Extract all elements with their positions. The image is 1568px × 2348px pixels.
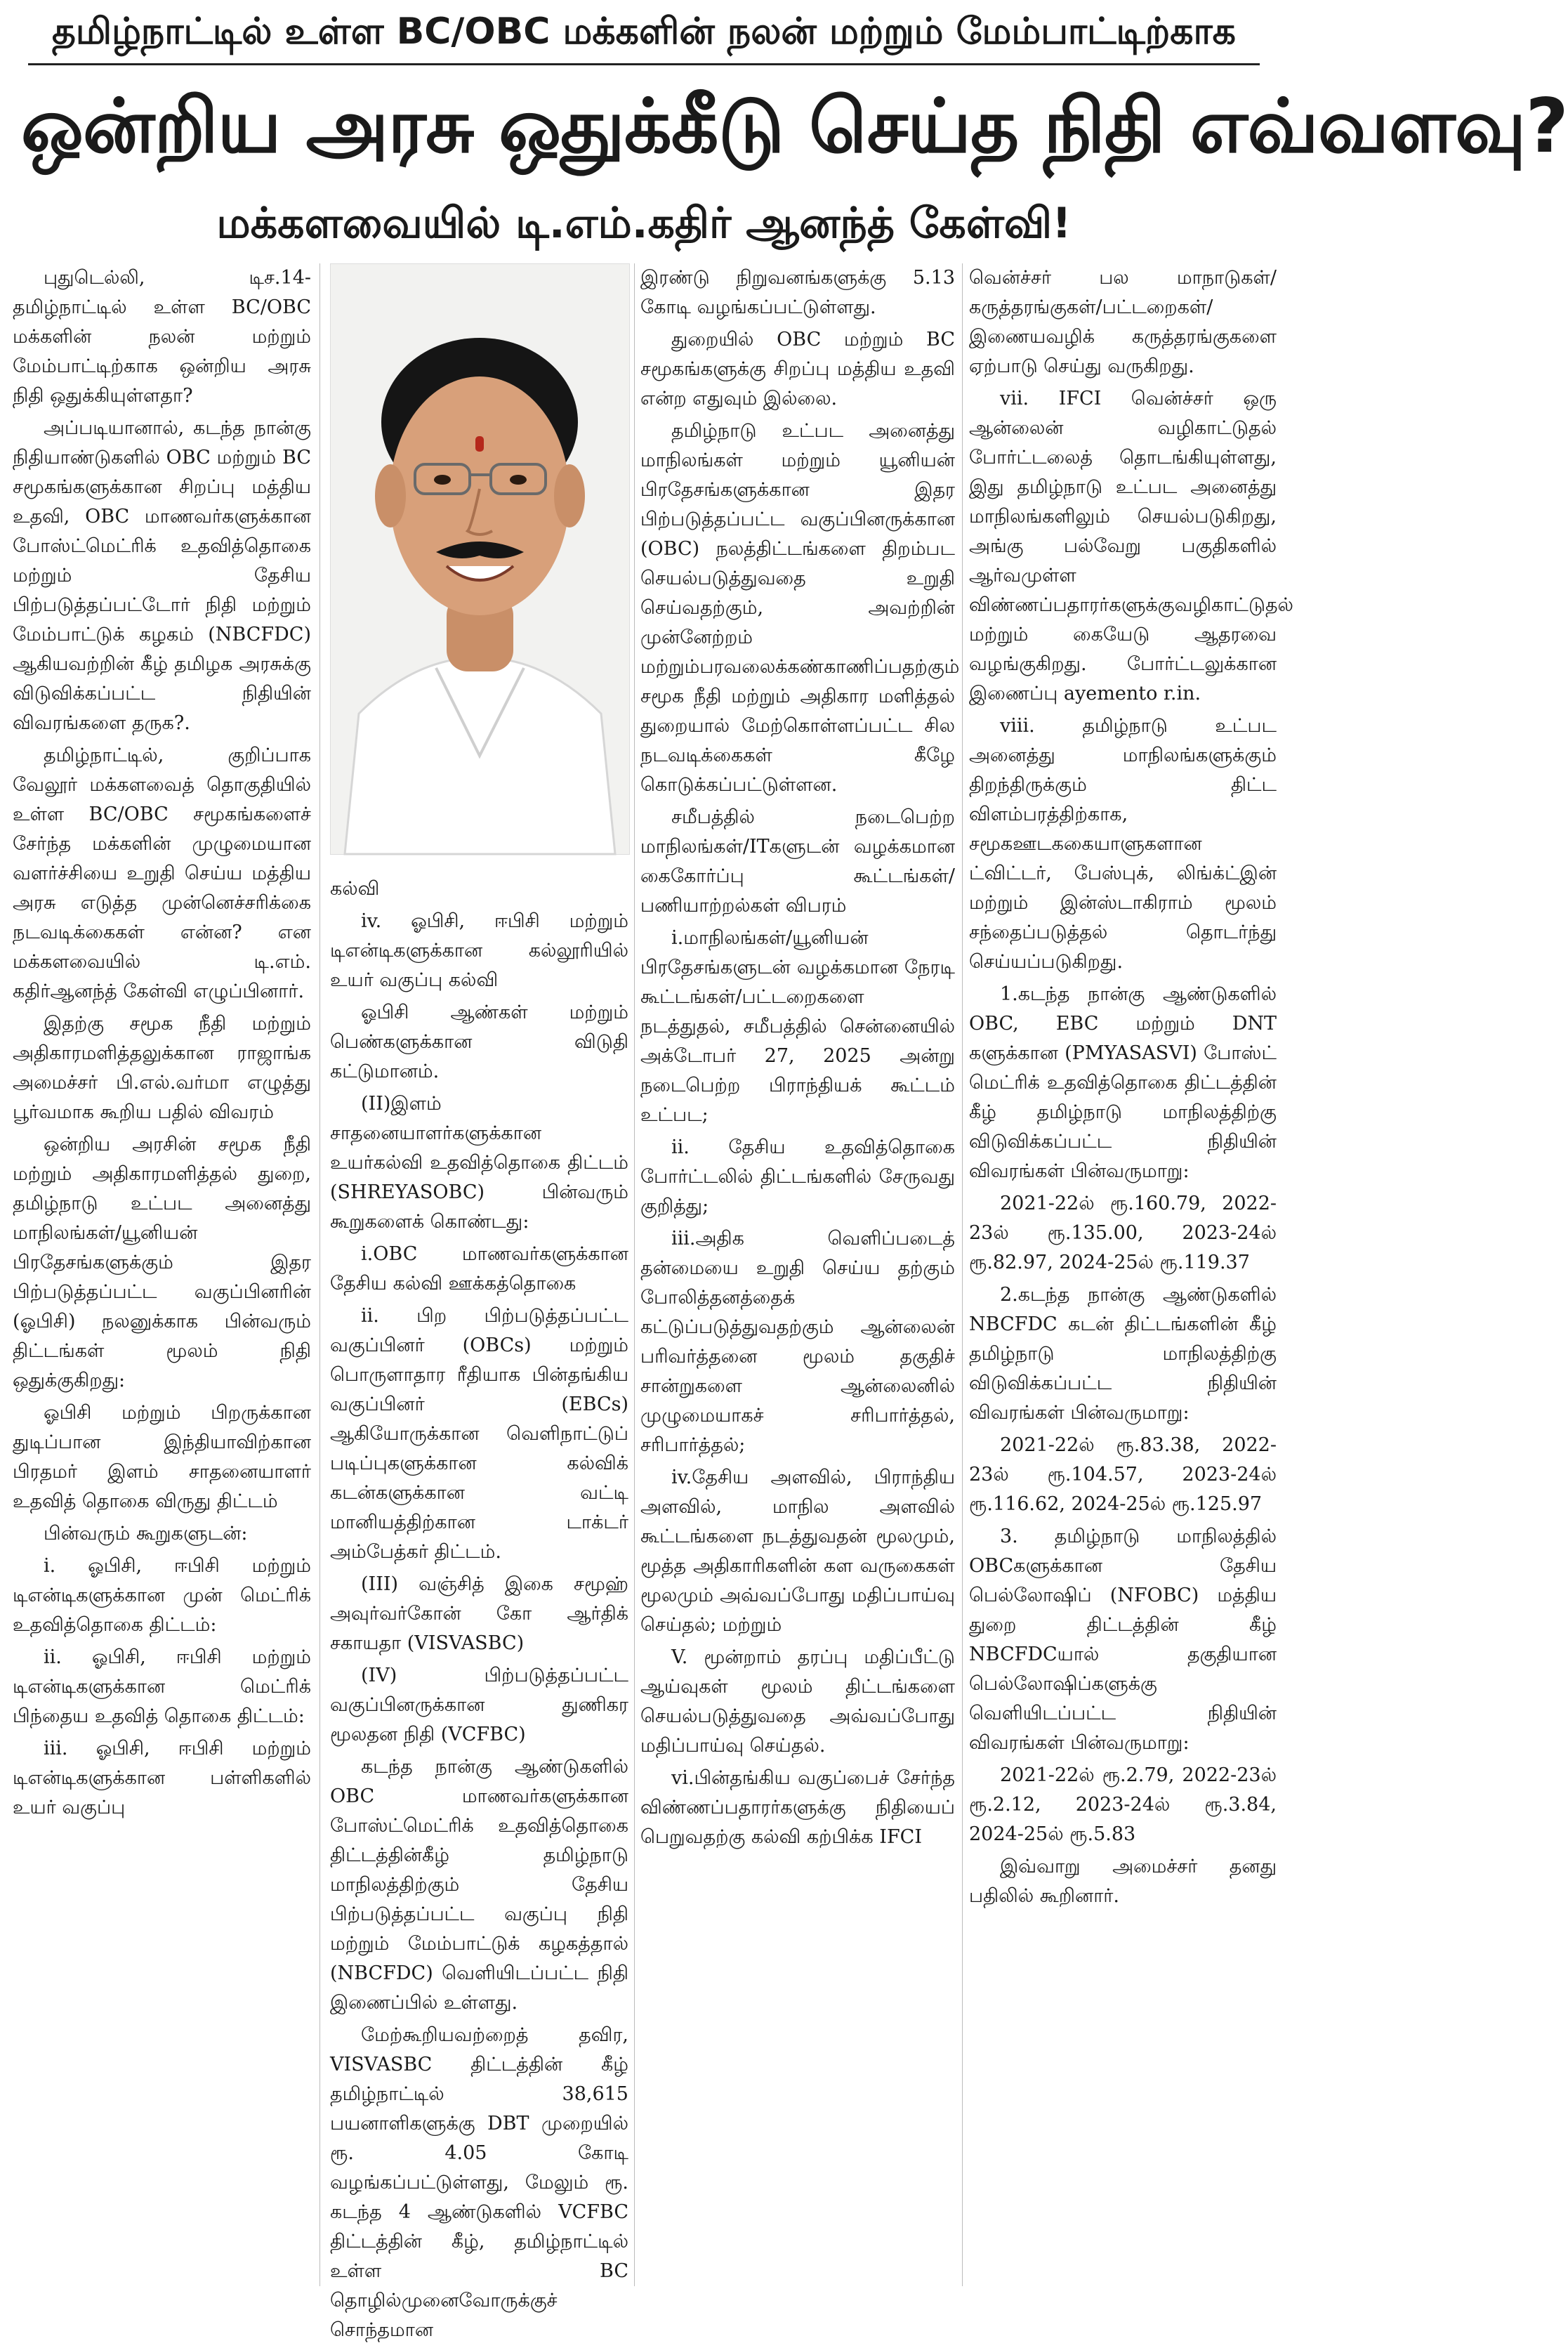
paragraph: iv.தேசிய அளவில், பிராந்திய அளவில், மாநில அளவில் கூட்டங்களை நடத்துவதன் மூலமும், மூத்த அதிகாரிகளின் கள வருகைகள் மூலமும் அவ்வப்போது மதிப்பாய்வு செய்தல்; மற்றும் [640,1467,955,1636]
column-2 [330,263,628,2341]
paragraph: 2.கடந்த நான்கு ஆண்டுகளில் NBCFDC கடன் திட்டங்களின் கீழ் தமிழ்நாடு மாநிலத்திற்கு விடுவிக்கப்பட்ட நிதியின் விவரங்கள் பின்வருமாறு: [969,1284,1277,1424]
paragraph: வென்ச்சர் பல மாநாடுகள்/கருத்தரங்குகள்/பட்டறைகள்/இணையவழிக் கருத்தரங்குகளை ஏற்பாடு செய்து வருகிறது. [969,267,1277,377]
paragraph: 1.கடந்த நான்கு ஆண்டுகளில் OBC, EBC மற்றும் DNT களுக்கான (PMYASASVI) போஸ்ட் மெட்ரிக் உதவித்தொகை திட்டத்தின் கீழ் தமிழ்நாடு மாநிலத்திற்கு விடுவிக்கப்பட்ட நிதியின் விவரங்கள் பின்வருமாறு: [969,983,1277,1182]
paragraph: vii. IFCI வென்ச்சர் ஒரு ஆன்லைன் வழிகாட்டுதல் போர்ட்டலைத் தொடங்கியுள்ளது, இது தமிழ்நாடு உட்பட அனைத்து மாநிலங்களிலும் செயல்படுகிறது, அங்கு பல்வேறு பகுதிகளில் ஆர்வமுள்ள விண்ணப்பதாரர்களுக்குவழிகாட்டுதல் மற்றும் கையேடு ஆதரவை வழங்குகிறது. போர்ட்டலுக்கான இணைப்பு ayemento r.in. [969,388,1293,704]
paragraph: ii. ஓபிசி, ஈபிசி மற்றும் டிஎன்டிகளுக்கான மெட்ரிக் பிந்தைய உதவித் தொகை திட்டம்: [13,1646,311,1727]
paragraph: i.OBC மாணவர்களுக்கான தேசிய கல்வி ஊக்கத்தொகை [330,1243,628,1294]
paragraph: இரண்டு நிறுவனங்களுக்கு 5.13 கோடி வழங்கப்பட்டுள்ளது. [640,267,955,318]
paragraph: கடந்த நான்கு ஆண்டுகளில் OBC மாணவர்களுக்கான போஸ்ட்மெட்ரிக் உதவித்தொகை திட்டத்தின்கீழ் தமிழ்நாடு மாநிலத்திற்கும் தேசிய பிற்படுத்தப்பட்ட வகுப்பு நிதி மற்றும் மேம்பாட்டுக் கழகத்தால் (NBCFDC) வெளியிடப்பட்ட நிதி இணைப்பில் உள்ளது. [330,1756,628,2014]
paragraph: V. மூன்றாம் தரப்பு மதிப்பீட்டு ஆய்வுகள் மூலம் திட்டங்களை செயல்படுத்துவதை அவ்வப்போது மதிப்பாய்வு செய்தல். [640,1646,955,1757]
column-2-text [330,874,628,2348]
paragraph: தமிழ்நாட்டில், குறிப்பாக வேலூர் மக்களவைத் தொகுதியில் உள்ள BC/OBC சமூகங்களைச் சேர்ந்த மக்களின் முழுமையான வளர்ச்சியை உறுதி செய்ய மத்திய அரசு எடுத்த முன்னெச்சரிக்கை நடவடிக்கைகள் என்ன? என மக்களவையில் டி.எம். கதிர்ஆனந்த் கேள்வி எழுப்பினார். [13,745,311,1002]
column-4 [969,263,1293,2286]
paragraph: புதுடெல்லி, டிச.14- தமிழ்நாட்டில் உள்ள BC/OBC மக்களின் நலன் மற்றும் மேம்பாட்டிற்காக ஒன்றிய அரசு நிதி ஒதுக்கியுள்ளதா? [13,267,311,407]
headline: ஒன்றிய அரசு ஒதுக்கீடு செய்த நிதி எவ்வளவு? [21,83,1568,169]
paragraph: ii. தேசிய உதவித்தொகை போர்ட்டலில் திட்டங்களில் சேருவது குறித்து; [640,1136,955,1217]
column-3 [640,263,960,2286]
portrait-illustration [331,264,629,854]
paragraph: viii. தமிழ்நாடு உட்பட அனைத்து மாநிலங்களுக்கும் திறந்திருக்கும் திட்ட விளம்பரத்திற்காக, சமூகஊடககையாளுகளான ட்விட்டர், பேஸ்புக், லிங்க்ட்இன் மற்றும் இன்ஸ்டாகிராம் மூலம் சந்தைப்படுத்தல் தொடர்ந்து செய்யப்படுகிறது. [969,715,1277,973]
paragraph: 2021-22ல் ரூ.160.79, 2022-23ல் ரூ.135.00, 2023-24ல் ரூ.82.97, 2024-25ல் ரூ.119.37 [969,1193,1277,1273]
column-divider [319,263,320,2286]
paragraph: சமீபத்தில் நடைபெற்ற மாநிலங்கள்/ITகளுடன் வழக்கமான கைகோர்ப்பு கூட்டங்கள்/பணியாற்றல்கள் விபரம் [640,806,955,917]
paragraph: 2021-22ல் ரூ.83.38, 2022-23ல் ரூ.104.57, 2023-24ல் ரூ.116.62, 2024-25ல் ரூ.125.97 [969,1434,1277,1515]
kicker-line: தமிழ்நாட்டில் உள்ள BC/OBC மக்களின் நலன் மற்றும் மேம்பாட்டிற்காக [52,11,1236,53]
paragraph: துறையில் OBC மற்றும் BC சமூகங்களுக்கு சிறப்பு மத்திய உதவி என்ற எதுவும் இல்லை. [640,329,955,409]
paragraph: vi.பின்தங்கிய வகுப்பைச் சேர்ந்த விண்ணப்பதாரர்களுக்கு நிதியைப் பெறுவதற்கு கல்வி கற்பிக்க IFCI [640,1767,955,1848]
paragraph: ஓபிசி ஆண்கள் மற்றும் பெண்களுக்கான விடுதி கட்டுமானம். [330,1002,628,1082]
paragraph: மேற்கூறியவற்றைத் தவிர, VISVASBC திட்டத்தின் கீழ் தமிழ்நாட்டில் 38,615 பயனாளிகளுக்கு DBT முறையில் ரூ. 4.05 கோடி வழங்கப்பட்டுள்ளது, மேலும் ரூ. கடந்த 4 ஆண்டுகளில் VCFBC திட்டத்தின் கீழ், தமிழ்நாட்டில் உள்ள BC தொழில்முனைவோருக்குச் சொந்தமான [330,2024,628,2341]
paragraph: ஒன்றிய அரசின் சமூக நீதி மற்றும் அதிகாரமளித்தல் துறை, தமிழ்நாடு உட்பட அனைத்து மாநிலங்கள்/யூனியன் பிரதேசங்களுக்கும் இதர பிற்படுத்தப்பட்ட வகுப்பினரின் (ஓபிசி) நலனுக்காக பின்வரும் திட்டங்கள் மூலம் நிதி ஒதுக்குகிறது: [13,1134,311,1391]
column-divider [634,263,635,2286]
paragraph: (IV) பிற்படுத்தப்பட்ட வகுப்பினருக்கான துணிகர மூலதன நிதி (VCFBC) [330,1665,628,1745]
column-1 [13,263,311,2286]
paragraph: ஓபிசி மற்றும் பிறருக்கான துடிப்பான இந்தியாவிற்கான பிரதமர் இளம் சாதனையாளர் உதவித் தொகை விருது திட்டம் [13,1402,311,1512]
paragraph: (II)இளம் சாதனையாளர்களுக்கான உயர்கல்வி உதவித்தொகை திட்டம் (SHREYASOBC) பின்வரும் கூறுகளைக் கொண்டது: [330,1093,628,1233]
paragraph: தமிழ்நாடு உட்பட அனைத்து மாநிலங்கள் மற்றும் யூனியன் பிரதேசங்களுக்கான இதர பிற்படுத்தப்பட்ட வகுப்பினருக்கான (OBC) நலத்திட்டங்களை திறம்பட செயல்படுத்துவதை உறுதி செய்வதற்கும், அவற்றின் முன்னேற்றம் மற்றும்பரவலைக்கண்காணிப்பதற்கும் சமூக நீதி மற்றும் அதிகார மளித்தல் துறையால் மேற்கொள்ளப்பட்ட சில நடவடிக்கைகள் கீழே கொடுக்கப்பட்டுள்ளன. [640,420,960,796]
portrait-photo [330,263,630,855]
paragraph: கல்வி [330,878,380,900]
paragraph: iii.அதிக வெளிப்படைத் தன்மையை உறுதி செய்ய தற்கும் போலித்தனத்தைக் கட்டுப்படுத்துவதற்கும் ஆன்லைன் பரிவர்த்தனை மூலம் தகுதிச் சான்றுகளை ஆன்லைனில் முழுமையாகச் சரிபார்த்தல், சரிபார்த்தல்; [640,1228,955,1456]
paragraph: இதற்கு சமூக நீதி மற்றும் அதிகாரமளித்தலுக்கான ராஜாங்க அமைச்சர் பி.எல்.வர்மா எழுத்து பூர்வமாக கூறிய பதில் விவரம் [13,1013,311,1123]
paragraph: (III) வஞ்சித் இகை சமூஹ் அவுர்வர்கோன் கோ ஆர்திக் சகாயதா (VISVASBC) [330,1573,628,1654]
paragraph: ii. பிற பிற்படுத்தப்பட்ட வகுப்பினர் (OBCs) மற்றும் பொருளாதார ரீதியாக பின்தங்கிய வகுப்பினர் (EBCs) ஆகியோருக்கான வெளிநாட்டுப் படிப்புகளுக்கான கல்விக் கடன்களுக்கான வட்டி மானியத்திற்கான டாக்டர் அம்பேத்கர் திட்டம். [330,1305,628,1563]
column-divider [962,263,963,2286]
paragraph: 3. தமிழ்நாடு மாநிலத்தில் OBCகளுக்கான தேசிய பெல்லோஷிப் (NFOBC) மத்திய துறை திட்டத்தின் கீழ் NBCFDCயால் தகுதியான பெல்லோஷிப்களுக்கு வெளியிடப்பட்ட நிதியின் விவரங்கள் பின்வருமாறு: [969,1526,1277,1754]
paragraph: அப்படியானால், கடந்த நான்கு நிதியாண்டுகளில் OBC மற்றும் BC சமூகங்களுக்கான சிறப்பு மத்திய உதவி, OBC மாணவர்களுக்கான போஸ்ட்மெட்ரிக் உதவித்தொகை மற்றும் தேசிய பிற்படுத்தப்பட்டோர் நிதி மற்றும் மேம்பாட்டுக் கழகம் (NBCFDC) ஆகியவற்றின் கீழ் தமிழக அரசுக்கு விடுவிக்கப்பட்ட நிதியின் விவரங்களை தருக?. [13,417,311,734]
paragraph: iv. ஓபிசி, ஈபிசி மற்றும் டிஎன்டிகளுக்கான கல்லூரியில் உயர் வகுப்பு கல்வி [330,910,628,991]
paragraph: இவ்வாறு அமைச்சர் தனது பதிலில் கூறினார். [969,1856,1277,1907]
paragraph: பின்வரும் கூறுகளுடன்: [44,1523,248,1544]
paragraph: i.மாநிலங்கள்/யூனியன் பிரதேசங்களுடன் வழக்கமான நேரடி கூட்டங்கள்/பட்டறைகளை நடத்துதல், சமீபத்தில் சென்னையில் அக்டோபர் 27, 2025 அன்று நடைபெற்ற பிராந்தியக் கூட்டம் உட்பட; [640,927,955,1126]
paragraph: i. ஓபிசி, ஈபிசி மற்றும் டிஎன்டிகளுக்கான முன் மெட்ரிக் உதவித்தொகை திட்டம்: [13,1555,311,1636]
paragraph: 2021-22ல் ரூ.2.79, 2022-23ல் ரூ.2.12, 2023-24ல் ரூ.3.84, 2024-25ல் ரூ.5.83 [969,1764,1277,1845]
subheadline: மக்களவையில் டி.எம்.கதிர் ஆனந்த் கேள்வி! [216,199,1072,248]
kicker-rule [28,63,1260,65]
paragraph: iii. ஓபிசி, ஈபிசி மற்றும் டிஎன்டிகளுக்கான பள்ளிகளில் உயர் வகுப்பு [13,1738,311,1818]
